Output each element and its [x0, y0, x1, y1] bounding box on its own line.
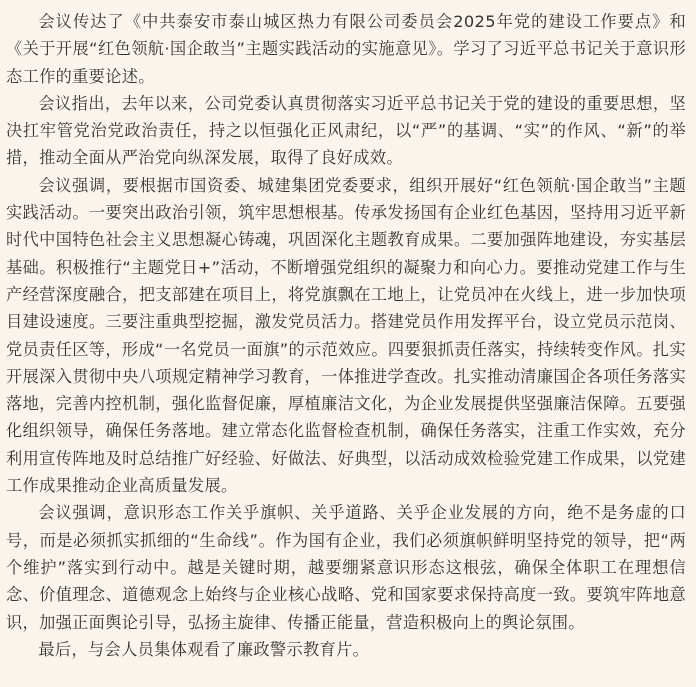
paragraph-meeting-emphasized-activity: 会议强调，要根据市国资委、城建集团党委要求，组织开展好“红色领航·国企敢当”主题实践活动。一要突出政治引领，筑牢思想根基。传承发扬国有企业红色基因，坚持用习近平新时代中国特色社会主义思想凝心铸魂，巩固深化主题教育成果。二要加强阵地建设，夯实基层基础。积极推行“主题党日+”活动，不断增强党组织的凝聚力和向心力。要推动党建工作与生产经营深度融合，把支部建在项目上，将党旗飘在工地上，让党员冲在火线上，进一步加快项目建设速度。三要注重典型挖掘，激发党员活力。搭建党员作用发挥平台，设立党员示范岗、党员责任区等，形成“一名党员一面旗”的示范效应。四要狠抓责任落实，持续转变作风。扎实开展深入贯彻中央八项规定精神学习教育，一体推进学查改。扎实推动清廉国企各项任务落实落地，完善内控机制，强化监督促廉，厚植廉洁文化，为企业发展提供坚强廉洁保障。五要强化组织领导，确保任务落地。建立常态化监督检查机制，确保任务落实，注重工作实效，充分利用宣传阵地及时总结推广好经验、好做法、好典型，以活动成效检验党建工作成果，以党建工作成果推动企业高质量发展。	[6, 175, 686, 496]
paragraph-closing: 最后，与会人员集体观看了廉政警示教育片。	[38, 639, 370, 659]
paragraph-meeting-emphasized-ideology: 会议强调，意识形态工作关乎旗帜、关乎道路、关乎企业发展的方向，绝不是务虚的口号，而是必须抓实抓细的“生命线”。作为国有企业，我们必须旗帜鲜明坚持党的领导，把“两个维护”落实到行动中。越是关键时期，越要绷紧意识形态这根弦，确保全体职工在理想信念、价值理念、道德观念上始终与企业核心战略、党和国家要求保持高度一致。要筑牢阵地意识，加强正面舆论引导，弘扬主旋律、传播正能量，营造积极向上的舆论氛围。	[6, 503, 686, 632]
paragraph-meeting-conveyed: 会议传达了《中共泰安市泰山城区热力有限公司委员会2025年党的建设工作要点》和《关于开展“红色领航·国企敢当”主题实践活动的实施意见》。学习了习近平总书记关于意识形态工作的重要论述。	[6, 12, 686, 86]
paragraph-meeting-pointed-out: 会议指出，去年以来，公司党委认真贯彻落实习近平总书记关于党的建设的重要思想，坚决扛牢管党治党政治责任，持之以恒强化正风肃纪，以“严”的基调、“实”的作风、“新”的举措，推动全面从严治党向纵深发展，取得了良好成效。	[6, 93, 686, 168]
